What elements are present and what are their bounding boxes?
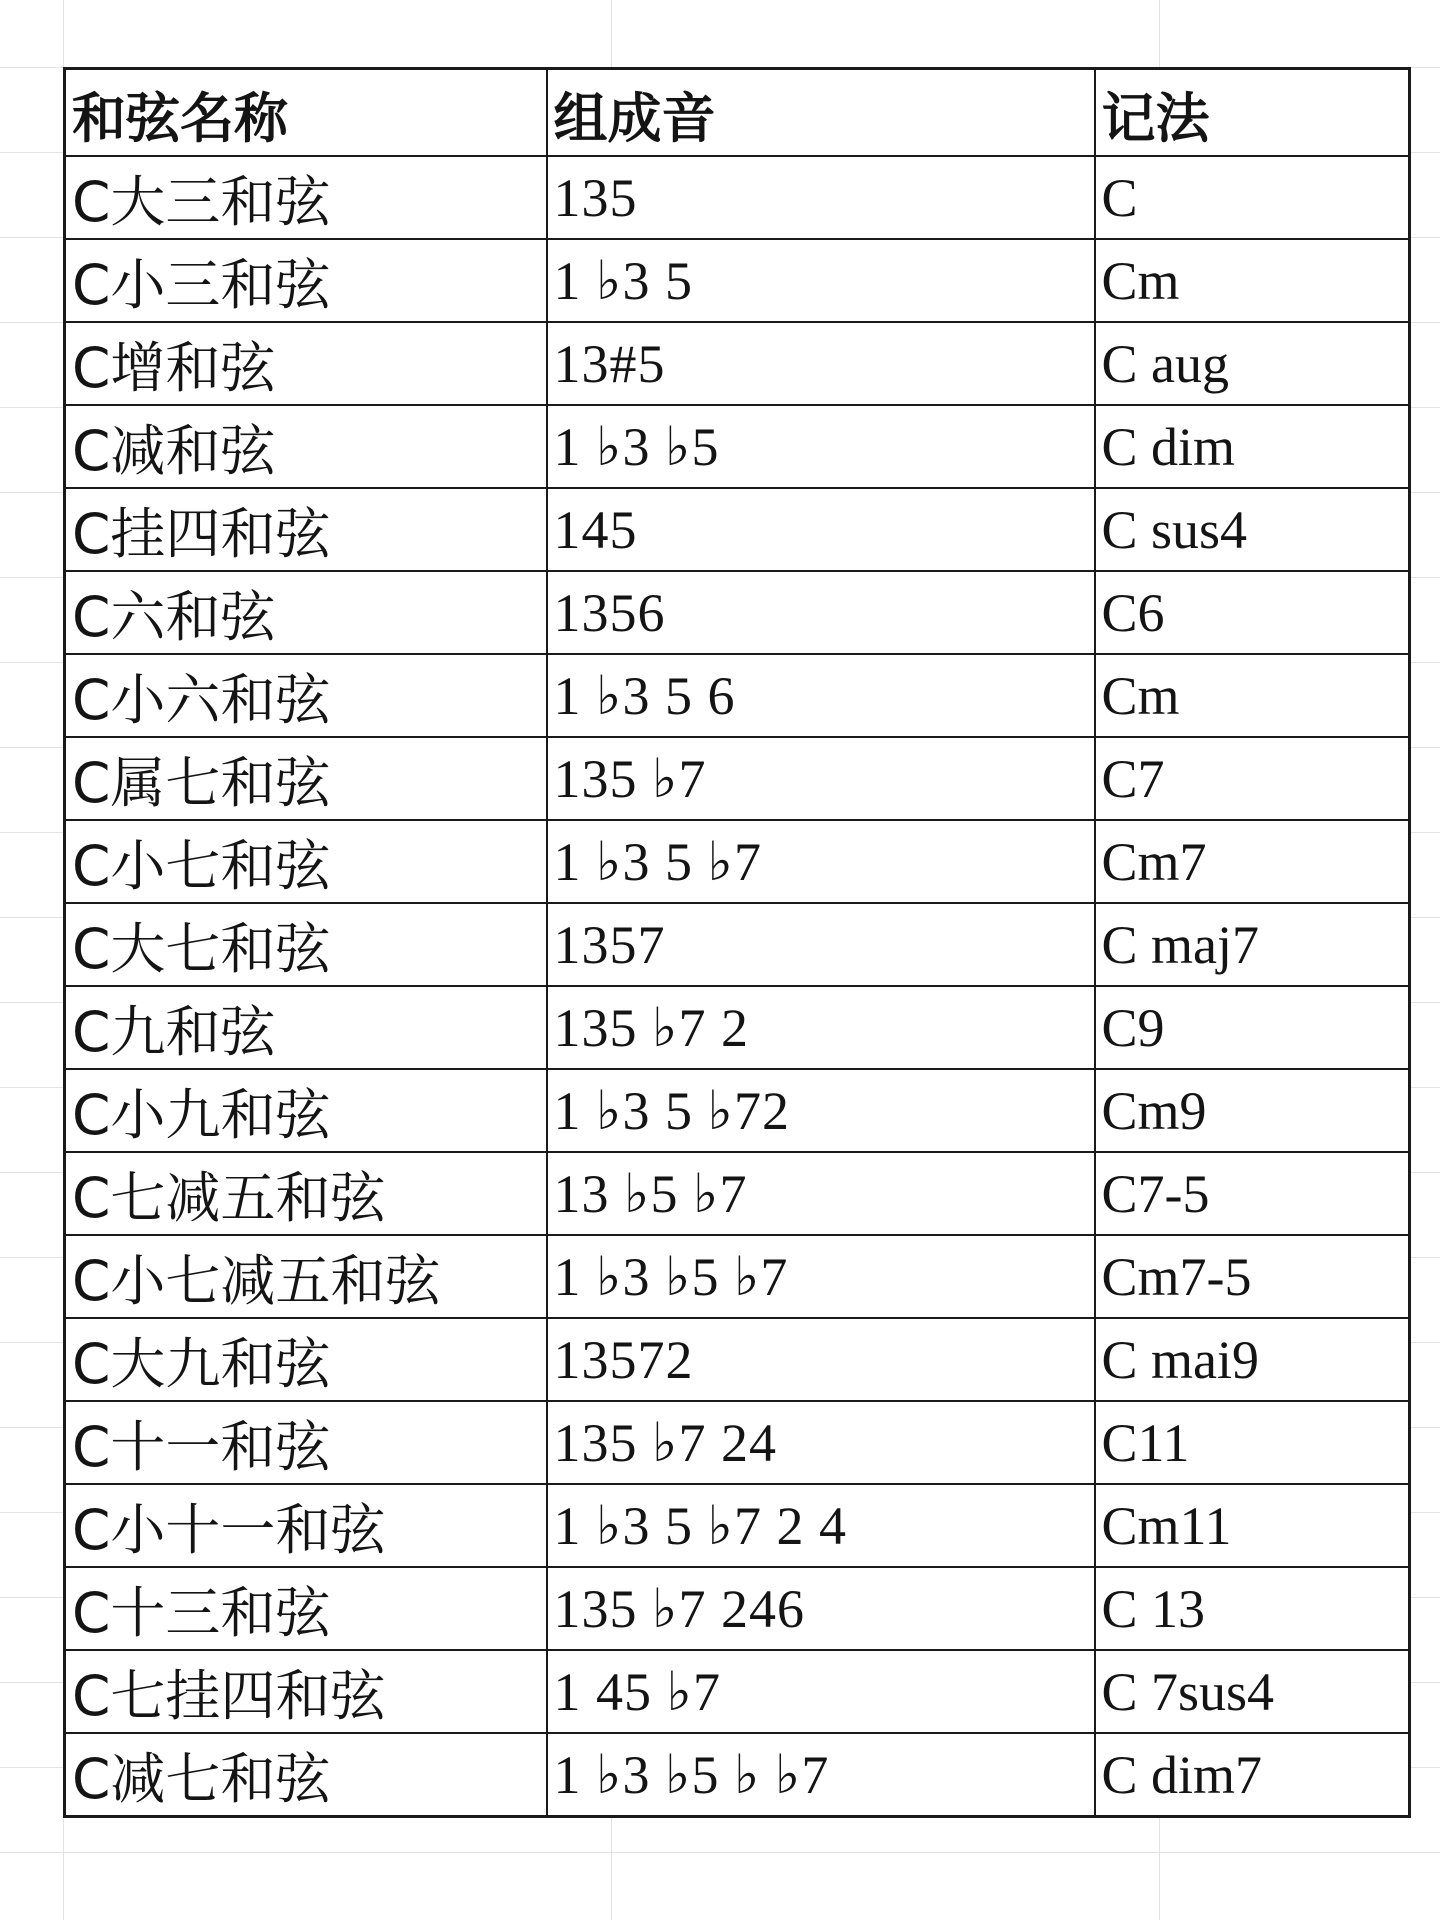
chord-name-cell[interactable]: C七挂四和弦 [65,1650,547,1733]
table-row [65,1152,1410,1235]
table-row [65,1733,1410,1817]
header-row [65,69,1410,157]
chord-name-cell[interactable]: C增和弦 [65,322,547,405]
chord-notes-cell[interactable]: 13572 [547,1318,1095,1401]
chord-name-cell[interactable]: C大七和弦 [65,903,547,986]
chord-notes-cell[interactable]: 1 ♭3 5 ♭7 2 4 [547,1484,1095,1567]
chord-symbol-cell[interactable]: C dim [1095,405,1410,488]
chord-name-cell[interactable]: C大九和弦 [65,1318,547,1401]
chord-name-cell[interactable]: C减和弦 [65,405,547,488]
chord-symbol-cell[interactable]: C sus4 [1095,488,1410,571]
chord-name-cell[interactable]: C七减五和弦 [65,1152,547,1235]
table-row [65,1069,1410,1152]
chord-notes-cell[interactable]: 13 ♭5 ♭7 [547,1152,1095,1235]
table-row [65,1650,1410,1733]
chord-table [63,67,1411,1818]
chord-symbol-cell[interactable]: Cm [1095,654,1410,737]
chord-symbol-cell[interactable]: Cm7-5 [1095,1235,1410,1318]
chord-symbol-cell[interactable]: Cm [1095,239,1410,322]
chord-notes-cell[interactable]: 1 ♭3 5 6 [547,654,1095,737]
table-row [65,1318,1410,1401]
chord-notes-cell[interactable]: 1 ♭3 ♭5 [547,405,1095,488]
chord-notes-cell[interactable]: 135 ♭7 246 [547,1567,1095,1650]
chord-notes-cell[interactable]: 135 ♭7 24 [547,1401,1095,1484]
chord-name-cell[interactable]: C大三和弦 [65,156,547,239]
chord-name-cell[interactable]: C属七和弦 [65,737,547,820]
header-chord-notes[interactable]: 组成音 [547,69,1095,157]
chord-symbol-cell[interactable]: C maj7 [1095,903,1410,986]
chord-name-cell[interactable]: C小六和弦 [65,654,547,737]
table-row [65,488,1410,571]
chord-name-cell[interactable]: C小七和弦 [65,820,547,903]
chord-name-cell[interactable]: C十一和弦 [65,1401,547,1484]
table-row [65,1401,1410,1484]
chord-symbol-cell[interactable]: C mai9 [1095,1318,1410,1401]
table-row [65,1235,1410,1318]
chord-notes-cell[interactable]: 135 ♭7 2 [547,986,1095,1069]
chord-symbol-cell[interactable]: C 13 [1095,1567,1410,1650]
chord-name-cell[interactable]: C小九和弦 [65,1069,547,1152]
chord-notes-cell[interactable]: 1 ♭3 5 ♭7 [547,820,1095,903]
chord-symbol-cell[interactable]: C6 [1095,571,1410,654]
chord-notes-cell[interactable]: 1356 [547,571,1095,654]
chord-name-cell[interactable]: C减七和弦 [65,1733,547,1817]
table-row [65,986,1410,1069]
chord-name-cell[interactable]: C九和弦 [65,986,547,1069]
table-row [65,654,1410,737]
header-chord-name[interactable]: 和弦名称 [65,69,547,157]
table-row [65,820,1410,903]
chord-symbol-cell[interactable]: C7 [1095,737,1410,820]
chord-symbol-cell[interactable]: C7-5 [1095,1152,1410,1235]
chord-notes-cell[interactable]: 1 ♭3 ♭5 ♭ ♭7 [547,1733,1095,1817]
chord-symbol-cell[interactable]: C dim7 [1095,1733,1410,1817]
chord-notes-cell[interactable]: 135 [547,156,1095,239]
chord-name-cell[interactable]: C小三和弦 [65,239,547,322]
table-row [65,322,1410,405]
table-row [65,1567,1410,1650]
table-row [65,1484,1410,1567]
chord-symbol-cell[interactable]: Cm7 [1095,820,1410,903]
chord-symbol-cell[interactable]: C aug [1095,322,1410,405]
chord-notes-cell[interactable]: 135 ♭7 [547,737,1095,820]
table-row [65,571,1410,654]
chord-name-cell[interactable]: C小七减五和弦 [65,1235,547,1318]
header-chord-symbol[interactable]: 记法 [1095,69,1410,157]
chord-notes-cell[interactable]: 1 45 ♭7 [547,1650,1095,1733]
chord-notes-cell[interactable]: 1 ♭3 5 ♭72 [547,1069,1095,1152]
chord-notes-cell[interactable]: 1 ♭3 ♭5 ♭7 [547,1235,1095,1318]
chord-symbol-cell[interactable]: Cm9 [1095,1069,1410,1152]
table-row [65,737,1410,820]
chord-name-cell[interactable]: C十三和弦 [65,1567,547,1650]
chord-symbol-cell[interactable]: C9 [1095,986,1410,1069]
table-row [65,903,1410,986]
table-body [65,156,1410,1817]
chord-notes-cell[interactable]: 1 ♭3 5 [547,239,1095,322]
chord-notes-cell[interactable]: 13#5 [547,322,1095,405]
chord-notes-cell[interactable]: 1357 [547,903,1095,986]
chord-name-cell[interactable]: C六和弦 [65,571,547,654]
table-row [65,239,1410,322]
table-row [65,156,1410,239]
chord-symbol-cell[interactable]: C11 [1095,1401,1410,1484]
chord-symbol-cell[interactable]: Cm11 [1095,1484,1410,1567]
chord-symbol-cell[interactable]: C [1095,156,1410,239]
chord-name-cell[interactable]: C小十一和弦 [65,1484,547,1567]
chord-notes-cell[interactable]: 145 [547,488,1095,571]
table-row [65,405,1410,488]
chord-name-cell[interactable]: C挂四和弦 [65,488,547,571]
chord-symbol-cell[interactable]: C 7sus4 [1095,1650,1410,1733]
